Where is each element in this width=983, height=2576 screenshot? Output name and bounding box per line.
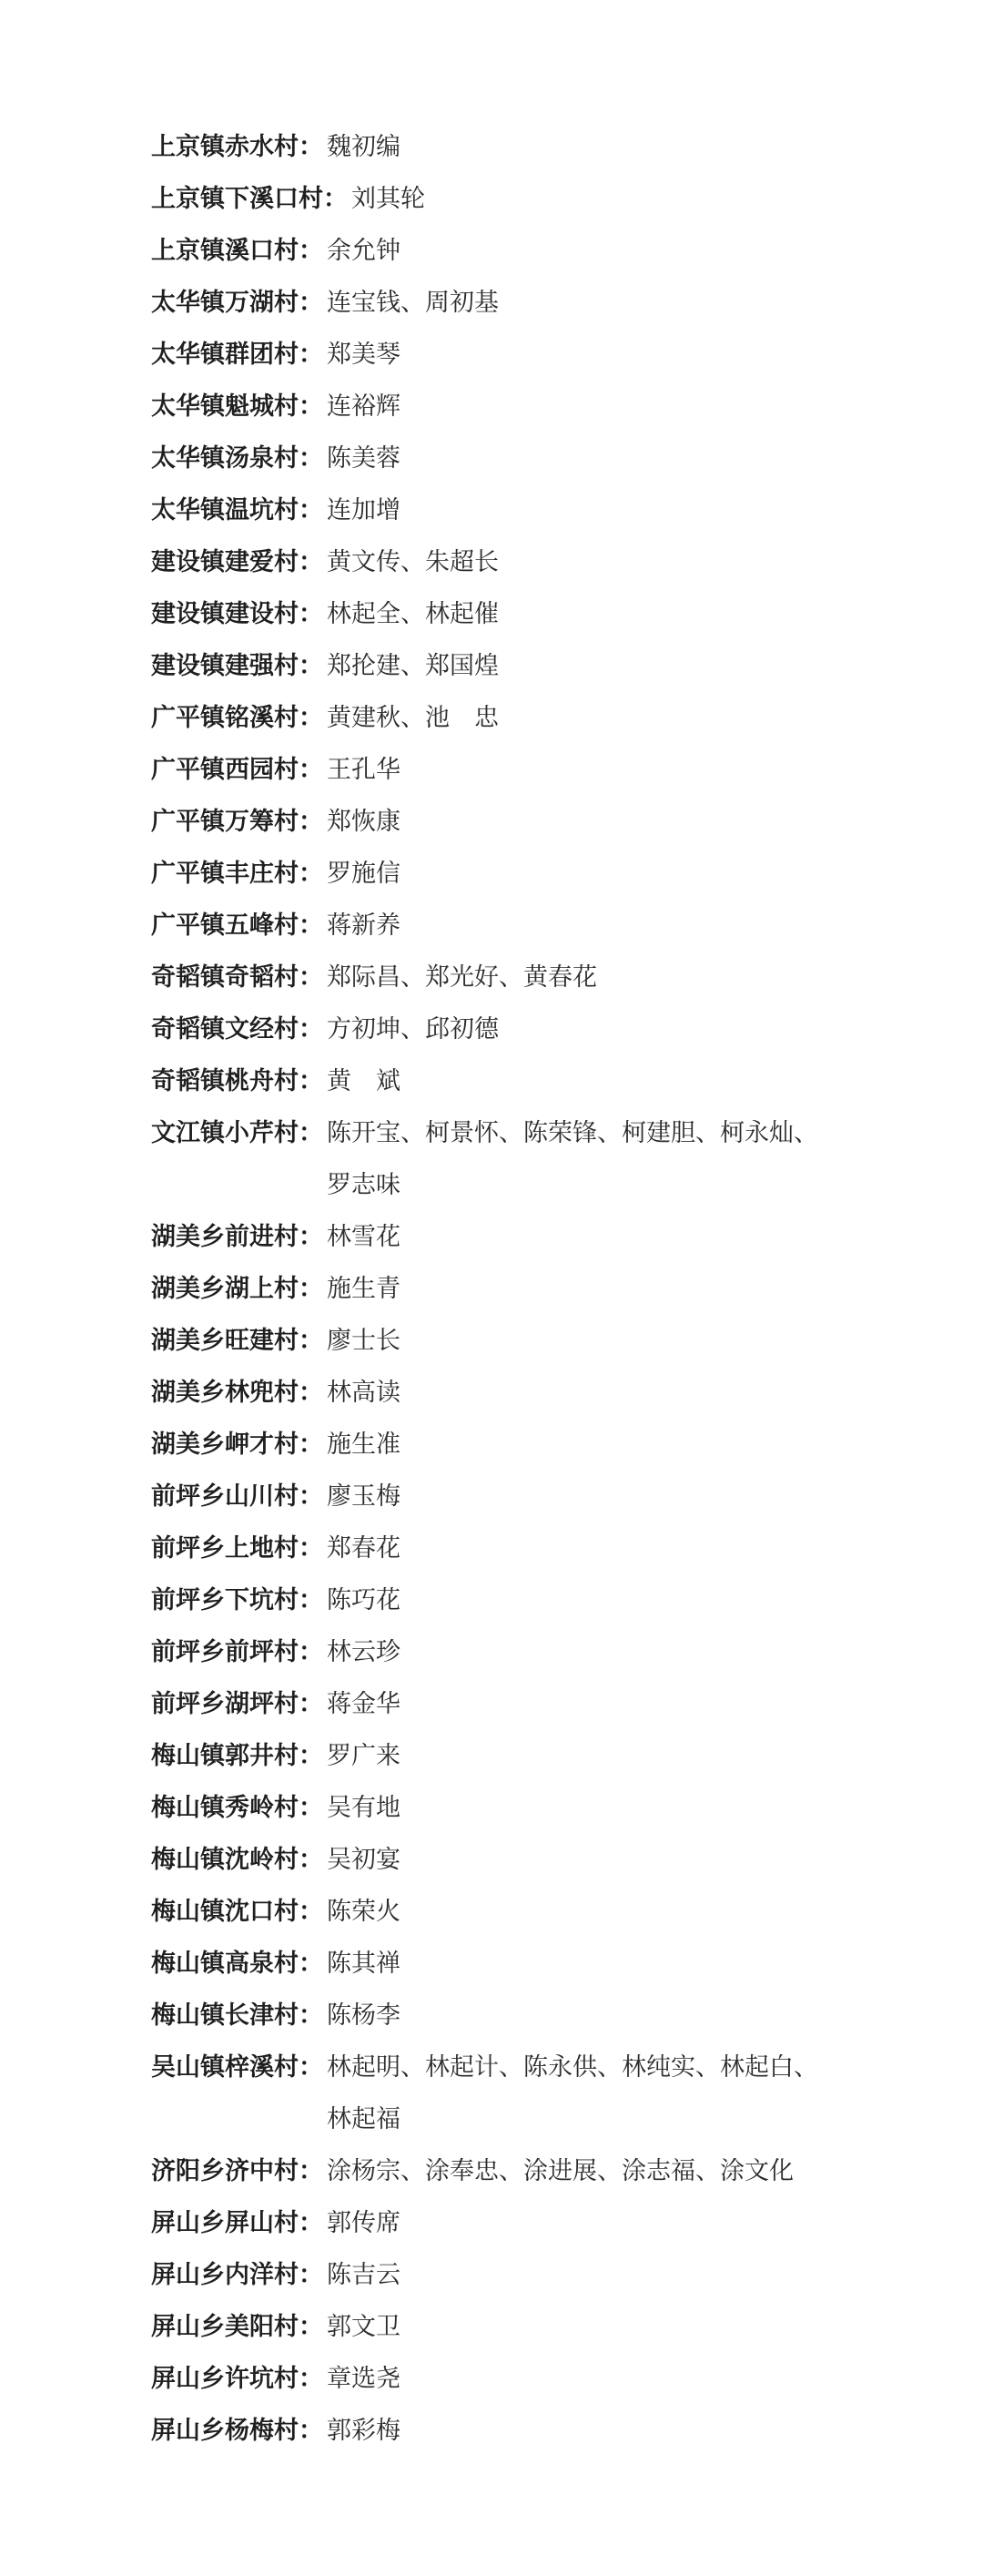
names-line: 刘其轮	[351, 185, 425, 213]
list-item	[151, 2301, 952, 2353]
names-line: 黄 斌	[327, 1067, 400, 1095]
person-names	[327, 692, 499, 744]
person-names	[327, 1990, 400, 2041]
village-label: 屏山乡内洋村：	[151, 2261, 323, 2289]
village-label: 广平镇铭溪村：	[151, 704, 323, 732]
person-names	[327, 225, 400, 277]
person-names	[327, 744, 400, 796]
list-item	[151, 329, 952, 381]
names-line: 吴有地	[327, 1794, 400, 1822]
names-line: 施生准	[327, 1431, 400, 1459]
person-names	[327, 1730, 400, 1782]
list-item	[151, 1938, 952, 1990]
village-label: 建设镇建强村：	[151, 652, 323, 680]
village-label: 太华镇温坑村：	[151, 496, 323, 524]
names-line: 吴初宴	[327, 1846, 400, 1874]
names-line: 陈杨李	[327, 2001, 400, 2030]
village-label: 太华镇汤泉村：	[151, 444, 323, 473]
person-names	[327, 640, 499, 692]
names-line: 郭文卫	[327, 2313, 400, 2341]
list-item	[151, 1055, 952, 1107]
list-item	[151, 1471, 952, 1522]
names-line: 罗广来	[327, 1742, 400, 1770]
list-item	[151, 640, 952, 692]
village-label: 广平镇五峰村：	[151, 911, 323, 940]
person-names	[327, 2249, 400, 2301]
names-line: 罗施信	[327, 860, 400, 888]
names-line: 蒋新养	[327, 911, 400, 940]
names-line: 涂杨宗、涂奉忠、涂进展、涂志福、涂文化	[327, 2157, 794, 2185]
names-line: 连加增	[327, 496, 400, 524]
person-names	[327, 1938, 400, 1990]
person-names	[327, 329, 400, 381]
person-names	[327, 900, 400, 952]
village-label: 太华镇万湖村：	[151, 289, 323, 317]
list-item	[151, 277, 952, 329]
person-names	[327, 952, 597, 1003]
names-line: 廖玉梅	[327, 1482, 400, 1511]
person-names	[327, 1107, 818, 1211]
village-label: 前坪乡前坪村：	[151, 1638, 323, 1666]
list-item	[151, 1834, 952, 1886]
names-line: 蒋金华	[327, 1690, 400, 1718]
person-names	[327, 1367, 400, 1419]
names-line: 郑际昌、郑光好、黄春花	[327, 963, 597, 992]
list-item	[151, 2041, 952, 2145]
names-line: 郑美琴	[327, 341, 400, 369]
person-names	[327, 1626, 400, 1678]
person-names	[327, 848, 400, 900]
person-names	[327, 277, 499, 329]
names-line: 连裕辉	[327, 392, 400, 421]
names-line: 魏初编	[327, 133, 400, 161]
list-item	[151, 900, 952, 952]
person-names	[327, 2405, 400, 2457]
names-line: 郭传席	[327, 2209, 400, 2237]
village-label: 奇韬镇桃舟村：	[151, 1067, 323, 1095]
list-item	[151, 1626, 952, 1678]
list-item	[151, 1263, 952, 1315]
village-label: 梅山镇郭井村：	[151, 1742, 323, 1770]
names-line: 余允钟	[327, 237, 400, 265]
list-item	[151, 848, 952, 900]
person-names	[327, 1211, 400, 1263]
person-names	[327, 1055, 400, 1107]
person-names	[327, 2197, 400, 2249]
list-item	[151, 796, 952, 848]
person-names	[327, 433, 400, 484]
list-item	[151, 1886, 952, 1938]
names-line: 郑恢康	[327, 808, 400, 836]
list-item	[151, 173, 952, 225]
list-item	[151, 433, 952, 484]
list-item	[151, 225, 952, 277]
names-line: 黄文传、朱超长	[327, 548, 499, 576]
village-label: 梅山镇秀岭村：	[151, 1794, 323, 1822]
names-line: 陈吉云	[327, 2261, 400, 2289]
person-names	[327, 1886, 400, 1938]
names-line: 施生青	[327, 1275, 400, 1303]
names-line: 郭彩梅	[327, 2417, 400, 2445]
names-line: 郑抡建、郑国煌	[327, 652, 499, 680]
list-item	[151, 1522, 952, 1574]
village-label: 湖美乡林兜村：	[151, 1379, 323, 1407]
names-line: 陈美蓉	[327, 444, 400, 473]
village-label: 太华镇魁城村：	[151, 392, 323, 421]
village-label: 广平镇西园村：	[151, 756, 323, 784]
person-names	[327, 121, 400, 173]
person-names	[327, 1263, 400, 1315]
person-names	[327, 1315, 400, 1367]
village-label: 上京镇溪口村：	[151, 237, 323, 265]
village-label: 广平镇万筹村：	[151, 808, 323, 836]
names-line: 王孔华	[327, 756, 400, 784]
village-label: 梅山镇长津村：	[151, 2001, 323, 2030]
person-names	[327, 1678, 400, 1730]
person-names	[327, 796, 400, 848]
village-label: 上京镇赤水村：	[151, 133, 323, 161]
village-label: 上京镇下溪口村：	[151, 185, 348, 213]
list-item	[151, 588, 952, 640]
person-names	[327, 2145, 794, 2197]
village-label: 屏山乡美阳村：	[151, 2313, 323, 2341]
names-line: 章选尧	[327, 2365, 400, 2393]
list-item	[151, 2249, 952, 2301]
names-line: 陈开宝、柯景怀、陈荣锋、柯建胆、柯永灿、	[327, 1119, 818, 1147]
list-item	[151, 2145, 952, 2197]
village-label: 梅山镇高泉村：	[151, 1950, 323, 1978]
village-label: 前坪乡上地村：	[151, 1534, 323, 1563]
list-item	[151, 1367, 952, 1419]
list-item	[151, 1003, 952, 1055]
village-label: 前坪乡山川村：	[151, 1482, 323, 1511]
list-item	[151, 952, 952, 1003]
names-line: 林云珍	[327, 1638, 400, 1666]
list-item	[151, 121, 952, 173]
names-line: 廖士长	[327, 1327, 400, 1355]
list-item	[151, 484, 952, 536]
person-names	[327, 588, 499, 640]
list-item	[151, 2197, 952, 2249]
list-item	[151, 744, 952, 796]
village-label: 屏山乡杨梅村：	[151, 2417, 323, 2445]
list-item	[151, 2405, 952, 2457]
village-label: 湖美乡前进村：	[151, 1223, 323, 1251]
names-line: 林雪花	[327, 1223, 400, 1251]
list-item	[151, 2353, 952, 2405]
village-label: 湖美乡湖上村：	[151, 1275, 323, 1303]
person-names	[327, 484, 400, 536]
list-item	[151, 1730, 952, 1782]
names-line: 林高读	[327, 1379, 400, 1407]
village-label: 屏山乡许坑村：	[151, 2365, 323, 2393]
person-names	[327, 1419, 400, 1471]
person-names	[327, 1471, 400, 1522]
village-label: 文江镇小芹村：	[151, 1119, 323, 1147]
village-label: 建设镇建爱村：	[151, 548, 323, 576]
village-label: 奇韬镇奇韬村：	[151, 963, 323, 992]
list-item	[151, 536, 952, 588]
list-item	[151, 1678, 952, 1730]
person-names	[327, 2353, 400, 2405]
names-line: 陈荣火	[327, 1898, 400, 1926]
names-line: 陈巧花	[327, 1586, 400, 1614]
names-line: 林起福	[327, 2105, 400, 2133]
person-names	[351, 173, 425, 225]
list-item	[151, 1419, 952, 1471]
village-label: 前坪乡下坑村：	[151, 1586, 323, 1614]
village-label: 梅山镇沈口村：	[151, 1898, 323, 1926]
names-line: 林起全、林起催	[327, 600, 499, 628]
list-item	[151, 1990, 952, 2041]
list-item	[151, 381, 952, 433]
list-item	[151, 1315, 952, 1367]
village-label: 济阳乡济中村：	[151, 2157, 323, 2185]
names-line: 方初坤、邱初德	[327, 1015, 499, 1044]
village-name-list	[151, 121, 952, 2457]
village-label: 广平镇丰庄村：	[151, 860, 323, 888]
person-names	[327, 1522, 400, 1574]
village-label: 梅山镇沈岭村：	[151, 1846, 323, 1874]
person-names	[327, 1834, 400, 1886]
village-label: 前坪乡湖坪村：	[151, 1690, 323, 1718]
list-item	[151, 1211, 952, 1263]
village-label: 吴山镇梓溪村：	[151, 2053, 323, 2082]
names-line: 黄建秋、池 忠	[327, 704, 499, 732]
person-names	[327, 536, 499, 588]
village-label: 建设镇建设村：	[151, 600, 323, 628]
names-line: 陈其禅	[327, 1950, 400, 1978]
person-names	[327, 2041, 818, 2145]
names-line: 郑春花	[327, 1534, 400, 1563]
village-label: 湖美乡旺建村：	[151, 1327, 323, 1355]
list-item	[151, 1574, 952, 1626]
person-names	[327, 1574, 400, 1626]
names-line: 连宝钱、周初基	[327, 289, 499, 317]
person-names	[327, 1003, 499, 1055]
names-line: 罗志味	[327, 1171, 400, 1199]
village-label: 屏山乡屏山村：	[151, 2209, 323, 2237]
list-item	[151, 1782, 952, 1834]
person-names	[327, 1782, 400, 1834]
person-names	[327, 2301, 400, 2353]
person-names	[327, 381, 400, 433]
list-item	[151, 692, 952, 744]
village-label: 湖美乡岬才村：	[151, 1431, 323, 1459]
list-item	[151, 1107, 952, 1211]
village-label: 奇韬镇文经村：	[151, 1015, 323, 1044]
village-label: 太华镇群团村：	[151, 341, 323, 369]
names-line: 林起明、林起计、陈永供、林纯实、林起白、	[327, 2053, 818, 2082]
